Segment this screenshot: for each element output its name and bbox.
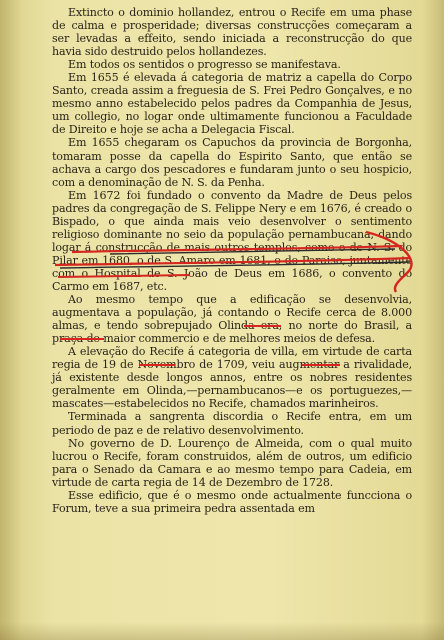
paragraph-8: Terminada a sangrenta discordia o Recife entra, em um periodo de paz e de relativo desenvolvimento. [52,410,412,437]
paragraph-9: No governo de D. Lourenço de Almeida, com o qual muito lucrou o Recife, foram construidos, além de outros, um edificio para o Senado da Camara e ao mesmo tempo para Cadeia, em virtude de carta regia de 14 de Dezembro de 1728. [52,436,412,489]
page-left-shadow [0,0,22,640]
paragraph-4: Em 1655 chegaram os Capuchos da provincia de Borgonha, tomaram posse da capella do Espirito Santo, que então se achava a cargo dos pescadores e fundaram junto o seu hospicio, com a denominação de N. S. da Penha. [52,136,412,189]
paragraph-10: Esse edificio, que é o mesmo onde actualmente funcciona o Forum, teve a sua primeira pedra assentada em [52,488,412,515]
paragraph-3: Em 1655 é elevada á categoria de matriz a capella do Corpo Santo, creada assim a freguesia de S. Frei Pedro Gonçalves, e no mesmo anno estabelecido pelos padres da Companhia de Jesus, um collegio, no logar onde ultimamente funcionou a Faculdade de Direito e hoje se acha a Delegacia Fiscal. [52,71,412,137]
page-right-shadow [422,0,444,640]
paragraph-5: Em 1672 foi fundado o convento da Madre de Deus pelos padres da congregação de S. Felippe Nery e em 1676, é creado o Bispado, o que ainda mais veio desenvolver o sentimento religioso dominante no seio da população pernambucana, dando logar á construcção de mais outros templos, como o de N. S. do Pilar em 1680, o de S. Amaro em 1681, o do Paraiso, juntamente com o Hospital de S. João de Deus em 1686, o convento do Carmo em 1687, etc. [52,188,412,293]
paragraph-2: Em todos os sentidos o progresso se manifestava. [68,58,341,72]
paragraph-1: Extincto o dominio hollandez, entrou o Recife em uma phase de calma e prosperidade; diversas construcções começaram a ser levadas a effeito, sendo iniciada a reconstrucção do que havia sido destruido pelos hollandezes. [52,6,412,59]
paragraph-7: A elevação do Recife á categoria de villa, em virtude de carta regia de 19 de Novembro de 1709, veiu augmentar a rivalidade, já existente desde longos annos, entre os nobres residentes geralmente em Olinda,—pernambucanos—e os portuguezes,—mascates—estabelecidos no Recife, chamados marinheiros. [52,345,412,411]
page-bottom-fold [0,622,444,640]
paragraph-6: Ao mesmo tempo que a edificação se desenvolvia, augmentava a população, já contando o Recife cerca de 8.000 almas, e tendo sobrepujado Olinda era, no norte do Brasil, a praça de maior commercio e de melhores meios de defesa. [52,293,412,346]
text-column [52,6,412,515]
